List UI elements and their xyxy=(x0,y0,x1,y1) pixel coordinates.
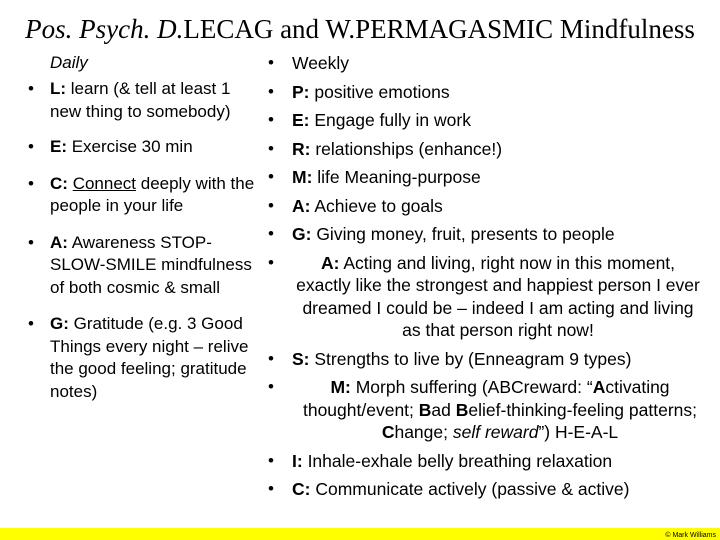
item-letter: R: xyxy=(292,138,311,159)
weekly-item-a2 xyxy=(268,252,708,342)
weekly-item-r xyxy=(268,138,708,161)
item-text: Inhale-exhale belly breathing relaxation xyxy=(302,450,613,471)
item-letter: G: xyxy=(50,314,69,333)
item-text: Communicate actively (passive & active) xyxy=(310,479,630,499)
weekly-item-a1 xyxy=(268,195,708,218)
bullet-icon: • xyxy=(268,167,274,186)
bullet-icon: • xyxy=(268,377,274,396)
bullet-icon: • xyxy=(268,195,274,215)
weekly-item-g xyxy=(268,223,708,246)
connect-underline: Connect xyxy=(72,173,137,193)
daily-header: Daily xyxy=(50,53,88,72)
bullet-icon: • xyxy=(268,81,274,101)
weekly-item-c xyxy=(268,478,708,501)
item-letter: A: xyxy=(292,195,311,216)
daily-column xyxy=(22,52,258,403)
bullet-icon: • xyxy=(268,138,274,158)
item-letter: L: xyxy=(50,79,67,98)
item-text: positive emotions xyxy=(309,81,450,102)
item-letter: C: xyxy=(50,173,68,193)
item-letter: I: xyxy=(292,450,303,471)
item-letter: G: xyxy=(292,224,312,244)
footer-bar xyxy=(0,528,720,540)
item-letter: P: xyxy=(292,81,310,102)
weekly-item-e xyxy=(268,109,708,132)
daily-item-e xyxy=(22,136,258,159)
weekly-item-p xyxy=(268,81,708,104)
bullet-icon: • xyxy=(268,224,274,243)
item-letter: C: xyxy=(292,479,311,499)
weekly-header-text: Weekly xyxy=(292,53,350,73)
weekly-item-s xyxy=(268,348,708,371)
slide-title xyxy=(0,14,720,45)
copyright: © Mark Williams xyxy=(665,532,716,539)
item-text: Strengths to live by (Enneagram 9 types) xyxy=(309,348,632,369)
item-text: life Meaning-purpose xyxy=(312,167,481,187)
bullet-icon: • xyxy=(268,252,274,272)
weekly-item-m xyxy=(268,166,708,189)
weekly-header xyxy=(268,52,708,75)
weekly-item-i xyxy=(268,450,708,473)
item-letter: M: xyxy=(330,377,351,397)
weekly-item-m2: • M: Morph suffering (ABCreward: “Activating thought/event; Bad Belief-thinking-feeling patterns; Change; self reward”) H-E-A-L xyxy=(268,377,697,442)
bullet-icon: • xyxy=(268,348,274,368)
item-letter: S: xyxy=(292,348,310,369)
daily-item-g xyxy=(22,313,258,403)
item-text: Acting and living, right now in this moment, exactly like the strongest and happiest person I ever dreamed I could be – indeed I am acting and living as that person right now! xyxy=(296,252,700,340)
bullet-icon: • xyxy=(28,79,34,98)
item-text: deeply with the people in your life xyxy=(50,173,255,215)
item-text: Gratitude (e.g. 3 Good Things every night – relive the good feeling; gratitude notes) xyxy=(50,314,249,401)
bullet-icon: • xyxy=(28,137,34,156)
item-text: learn (& tell at least 1 new thing to somebody) xyxy=(50,79,231,121)
item-text: relationships (enhance!) xyxy=(310,138,503,159)
daily-item-c xyxy=(22,173,258,218)
item-text: Giving money, fruit, presents to people xyxy=(311,224,615,244)
item-letter: A: xyxy=(50,232,68,252)
bullet-icon: • xyxy=(28,232,34,252)
item-letter: E: xyxy=(292,110,310,130)
item-letter: M: xyxy=(292,167,313,187)
item-text: Exercise 30 min xyxy=(67,137,193,156)
weekly-column xyxy=(268,52,708,501)
item-letter: A: xyxy=(320,252,340,273)
bullet-icon: • xyxy=(268,110,274,129)
bullet-icon: • xyxy=(28,314,34,333)
title-rest: LECAG and W.PERMAGASMIC Mindfulness xyxy=(183,14,695,44)
bullet-icon: • xyxy=(268,450,274,470)
bullet-icon: • xyxy=(268,479,274,498)
daily-item-l xyxy=(22,78,258,123)
daily-item-a xyxy=(22,232,258,300)
bullet-icon: • xyxy=(28,173,34,193)
item-text: Achieve to goals xyxy=(310,195,443,216)
item-text: Awareness STOP-SLOW-SMILE mindfulness of both cosmic & small xyxy=(50,232,252,297)
item-letter: E: xyxy=(50,137,67,156)
item-text: Engage fully in work xyxy=(309,110,471,130)
title-prefix: Pos. Psych. D. xyxy=(25,14,184,44)
bullet-icon: • xyxy=(268,53,274,72)
